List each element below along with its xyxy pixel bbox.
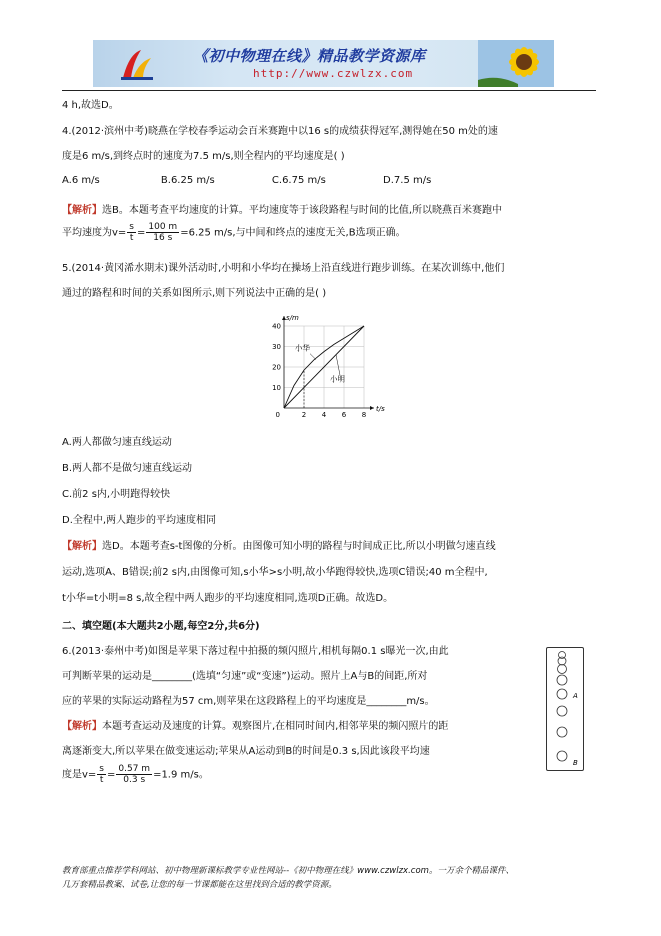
question-6-stem-cont: 应的苹果的实际运动路程为57 cm,则苹果在这段路程上的平均速度是________m/s。 [62, 696, 435, 707]
analysis-text: 选B。本题考查平均速度的计算。平均速度等于该段路程与时间的比值,所以晓燕百米赛跑中 [102, 205, 503, 216]
analysis-text: 本题考查运动及速度的计算。观察图片,在相同时间内,相邻苹果的频闪照片的距 [102, 721, 449, 732]
analysis-tag: 【解析】 [62, 541, 102, 552]
header-banner [93, 40, 554, 87]
y-tick-label: 10 [272, 384, 281, 392]
leader-line [310, 354, 316, 360]
apple-label-a: A [573, 692, 578, 700]
formula-line-4: 平均速度为v= $\frac{s}{t}$ = $\frac{100 m}{16 s}$ =6.25 m/s,与中间和终点的速度无关,B选项正确。 [62, 222, 406, 243]
fraction: $\frac{100 m}{16 s}$ [148, 222, 178, 243]
x-tick-label: 8 [361, 411, 367, 419]
question-5-stem-cont: 通过的路程和时间的关系如图所示,则下列说法中正确的是( ) [62, 288, 327, 299]
option-a: A.6 m/s [62, 175, 100, 186]
formula-suffix: =1.9 m/s。 [153, 769, 209, 781]
text-line: 4 h,故选D。 [62, 100, 119, 111]
option-d: D.全程中,两人跑步的平均速度相同 [62, 515, 217, 526]
fraction: $\frac{s}{t}$ [99, 764, 104, 785]
analysis-5 [62, 537, 496, 552]
apple-strobe-figure [546, 647, 584, 771]
analysis-tag: 【解析】 [62, 721, 102, 732]
formula-line-6: 度是v= $\frac{s}{t}$ = $\frac{0.57 m}{0.3 s}$ =1.9 m/s。 [62, 764, 209, 785]
footer-note [62, 864, 602, 892]
banner-title: 《初中物理在线》精品教学资源库 [193, 47, 426, 65]
analysis-4 [62, 201, 502, 216]
analysis-text: 选D。本题考查s-t图像的分析。由图像可知小明的路程与时间成正比,所以小明做匀速直线 [102, 541, 496, 552]
s-t-graph [262, 312, 392, 422]
header-rule [62, 90, 596, 91]
banner-url[interactable]: http://www.czwlzx.com [253, 67, 414, 80]
x-tick-label: 4 [321, 411, 327, 419]
fraction: $\frac{0.57 m}{0.3 s}$ [118, 764, 151, 785]
sunflower-icon [478, 40, 554, 87]
y-tick-label: 20 [272, 363, 281, 372]
analysis-6 [62, 717, 448, 732]
origin-label: 0 [275, 411, 280, 419]
x-axis-label: t/s [376, 405, 385, 413]
analysis-tag: 【解析】 [62, 205, 102, 216]
fraction: $\frac{s}{t}$ [129, 222, 134, 243]
analysis-5-cont: t小华=t小明=8 s,故全程中两人跑步的平均速度相同,选项D正确。故选D。 [62, 593, 394, 604]
question-5-stem: 5.(2014·黄冈浠水期末)课外活动时,小明和小华均在操场上沿直线进行跑步训练。在某次训练中,他们 [62, 263, 505, 274]
y-tick-label: 30 [272, 343, 281, 351]
x-tick-label: 6 [341, 411, 347, 419]
question-4-options [62, 175, 431, 186]
option-b: B.两人都不是做匀速直线运动 [62, 463, 193, 474]
option-c: C.前2 s内,小明跑得较快 [62, 489, 171, 500]
site-logo-icon [119, 48, 155, 82]
x-axis-arrow-icon [370, 406, 374, 410]
formula-prefix: 平均速度为v= [62, 227, 127, 239]
leader-line [336, 355, 340, 376]
option-b: B.6.25 m/s [160, 175, 215, 186]
series-label-xiaohua: 小华 [295, 343, 310, 353]
footer-line-1: 教育部重点推荐学科网站、初中物理新课标教学专业性网站--《初中物理在线》www.czwlzx.com。一万余个精品课件、 [62, 866, 514, 876]
formula-prefix: 度是v= [62, 769, 97, 781]
apple-label-b: B [573, 759, 578, 767]
analysis-5-cont: 运动,选项A、B错误;前2 s内,由图像可知,s小华>s小明,故小华跑得较快,选项C错误;40 m全程中, [62, 567, 488, 578]
footer-line-2: 几万套精品教案、试卷,让您的每一节课都能在这里找到合适的教学资源。 [62, 880, 337, 890]
analysis-6-cont: 离逐渐变大,所以苹果在做变速运动;苹果从A运动到B的时间是0.3 s,因此该段平均速 [62, 746, 430, 757]
question-4-stem: 4.(2012·滨州中考)晓燕在学校春季运动会百米赛跑中以16 s的成绩获得冠军,测得她在50 m处的速 [62, 126, 498, 137]
formula-suffix: =6.25 m/s,与中间和终点的速度无关,B选项正确。 [180, 227, 406, 239]
section-heading: 二、填空题(本大题共2小题,每空2分,共6分) [62, 621, 260, 632]
question-4-stem-cont: 度是6 m/s,到终点时的速度为7.5 m/s,则全程内的平均速度是( ) [62, 151, 345, 162]
y-tick-label: 40 [272, 322, 281, 331]
option-d: D.7.5 m/s [383, 175, 432, 186]
y-axis-label: s/m [286, 314, 299, 322]
question-6-stem-cont: 可判断苹果的运动是________(选填“匀速”或“变速”)运动。照片上A与B的间距,所对 [62, 671, 428, 682]
question-6-stem: 6.(2013·泰州中考)如图是苹果下落过程中拍摄的频闪照片,相机每隔0.1 s曝光一次,由此 [62, 646, 449, 657]
option-a: A.两人都做匀速直线运动 [62, 437, 172, 448]
x-tick-label: 2 [301, 411, 307, 419]
option-c: C.6.75 m/s [271, 175, 326, 186]
series-label-xiaoming: 小明 [330, 374, 345, 384]
